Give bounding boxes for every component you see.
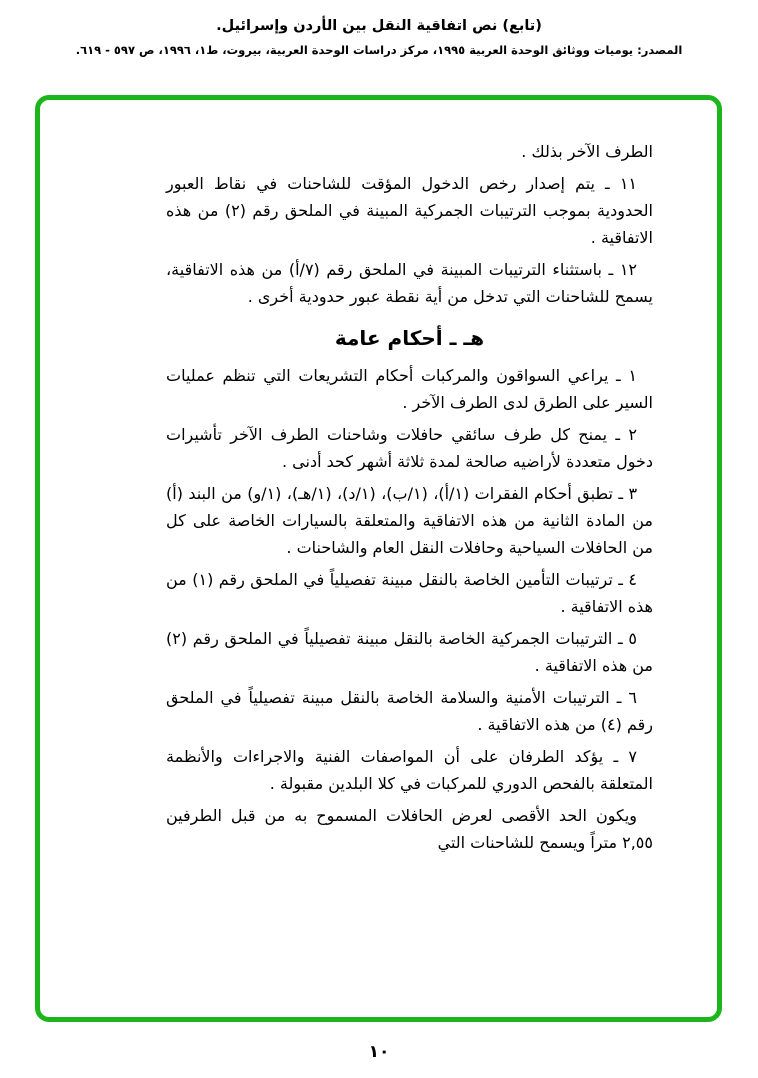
paragraph-item-3: ٣ ـ تطبق أحكام الفقرات (١/أ)، (١/ب)، (١/د)، (١/هـ)، (١/و) من البند (أ) من المادة الثانية من هذه الاتفاقية والمتعلقة بالسيارات الخاصة على كل من الحافلات السياحية وحافلات النقل العام والشاحنات . [166,484,653,557]
document-header [0,18,758,57]
document-body [166,138,653,856]
section-heading: هـ ـ أحكام عامة [334,326,485,350]
paragraph-item-2: ٢ ـ يمنح كل طرف سائقي حافلات وشاحنات الطرف الآخر تأشيرات دخول متعددة لأراضيه صالحة لمدة ثلاثة أشهر كحد أدنى . [166,425,653,471]
paragraph-item-4: ٤ ـ ترتيبات التأمين الخاصة بالنقل مبينة تفصيلياً في الملحق رقم (١) من هذه الاتفاقية . [166,570,653,616]
paragraph-item-7: ٧ ـ يؤكد الطرفان على أن المواصفات الفنية والاجراءات والأنظمة المتعلقة بالفحص الدوري للمركبات في كلا البلدين مقبولة . [166,747,653,793]
document-source: المصدر: يوميات ووثائق الوحدة العربية ١٩٩٥، مركز دراسات الوحدة العربية، بيروت، ط١، ١٩٩٦، ص ٥٩٧ - ٦١٩. [75,43,683,57]
paragraph-item-1: ١ ـ يراعي السواقون والمركبات أحكام التشريعات التي تنظم عمليات السير على الطرق لدى الطرف الآخر . [166,366,653,412]
paragraph-continuation: الطرف الآخر بذلك . [521,142,653,161]
paragraph-item-5: ٥ ـ الترتيبات الجمركية الخاصة بالنقل مبينة تفصيلياً في الملحق رقم (٢) من هذه الاتفاقية . [166,629,653,675]
paragraph-item-6: ٦ ـ الترتيبات الأمنية والسلامة الخاصة بالنقل مبينة تفصيلياً في الملحق رقم (٤) من هذه الاتفاقية . [166,688,653,734]
content-frame [35,95,722,1022]
paragraph-item-12: ١٢ ـ باستثناء الترتيبات المبينة في الملحق رقم (٧/أ) من هذه الاتفاقية، يسمح للشاحنات التي تدخل من أية نقطة عبور حدودية أخرى . [166,260,653,306]
paragraph-item-11: ١١ ـ يتم إصدار رخص الدخول المؤقت للشاحنات في نقاط العبور الحدودية بموجب الترتيبات الجمركية المبينة في الملحق رقم (٢) من هذه الاتفاقية . [166,174,653,247]
page-number: ١٠ [368,1042,390,1062]
paragraph-closing: ويكون الحد الأقصى لعرض الحافلات المسموح به من قبل الطرفين ٢,٥٥ متراً ويسمح للشاحنات التي [166,806,653,852]
content-frame-inner [40,100,717,1017]
document-title: (تابع) نص اتفاقية النقل بين الأردن وإسرائيل. [216,18,542,34]
